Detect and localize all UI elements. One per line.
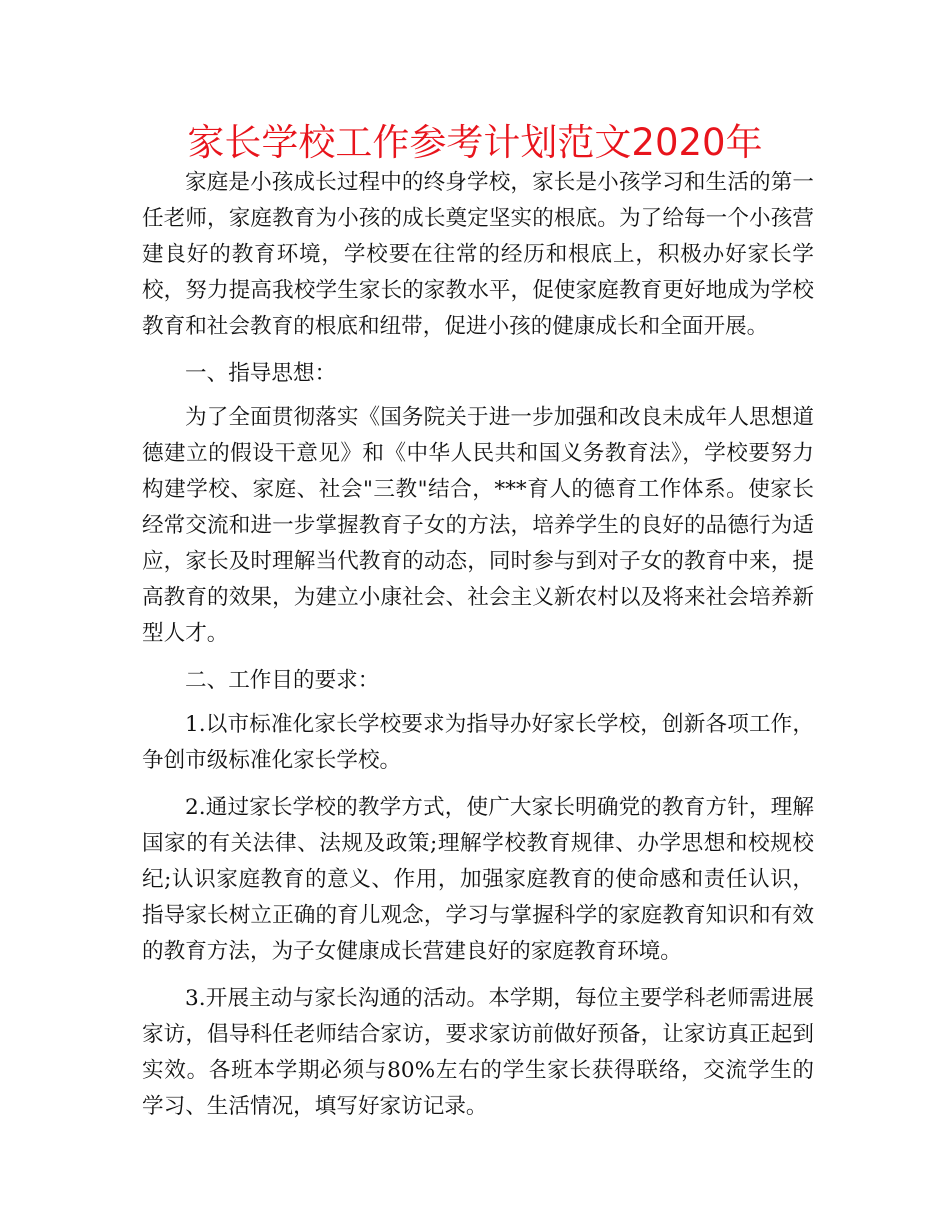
list-item-goal-1: 1.以市标准化家长学校要求为指导办好家长学校，创新各项工作，争创市级标准化家长学校。: [142, 712, 814, 773]
list-item-goal-3: 3.开展主动与家长沟通的活动。本学期，每位主要学科老师需进展家访，倡导科任老师结合家访，要求家访前做好预备，让家访真正起到实效。各班本学期必须与80%左右的学生家长获得联络，交流学生的学习、生活情况，填写好家访记录。: [142, 986, 814, 1119]
paragraph-guiding-ideology: 为了全面贯彻落实《国务院关于进一步加强和改良未成年人思想道德建立的假设干意见》和《中华人民共和国义务教育法》，学校要努力构建学校、家庭、社会"三教"结合，***育人的德育工作体系。使家长经常交流和进一步掌握教育子女的方法，培养学生的良好的品德行为适应，家长及时理解当代教育的动态，同时参与到对子女的教育中来，提高教育的效果，为建立小康社会、社会主义新农村以及将来社会培养新型人才。: [142, 405, 814, 646]
document-body: [142, 165, 814, 1136]
document-title: 家长学校工作参考计划范文2020年: [187, 121, 763, 164]
paragraph-intro: 家庭是小孩成长过程中的终身学校，家长是小孩学习和生活的第一任老师，家庭教育为小孩的成长奠定坚实的根底。为了给每一个小孩营建良好的教育环境，学校要在往常的经历和根底上，积极办好家长学校，努力提高我校学生家长的家教水平，促使家庭教育更好地成为学校教育和社会教育的根底和纽带，促进小孩的健康成长和全面开展。: [142, 170, 814, 339]
list-item-goal-2: 2.通过家长学校的教学方式，使广大家长明确党的教育方针，理解国家的有关法律、法规及政策;理解学校教育规律、办学思想和校规校纪;认识家庭教育的意义、作用，加强家庭教育的使命感和责任认识，指导家长树立正确的育儿观念，学习与掌握科学的家庭教育知识和有效的教育方法，为子女健康成长营建良好的家庭教育环境。: [142, 795, 814, 964]
section-heading-guiding-ideology: 一、指导思想：: [185, 361, 337, 386]
section-heading-work-goals: 二、工作目的要求：: [185, 668, 380, 693]
